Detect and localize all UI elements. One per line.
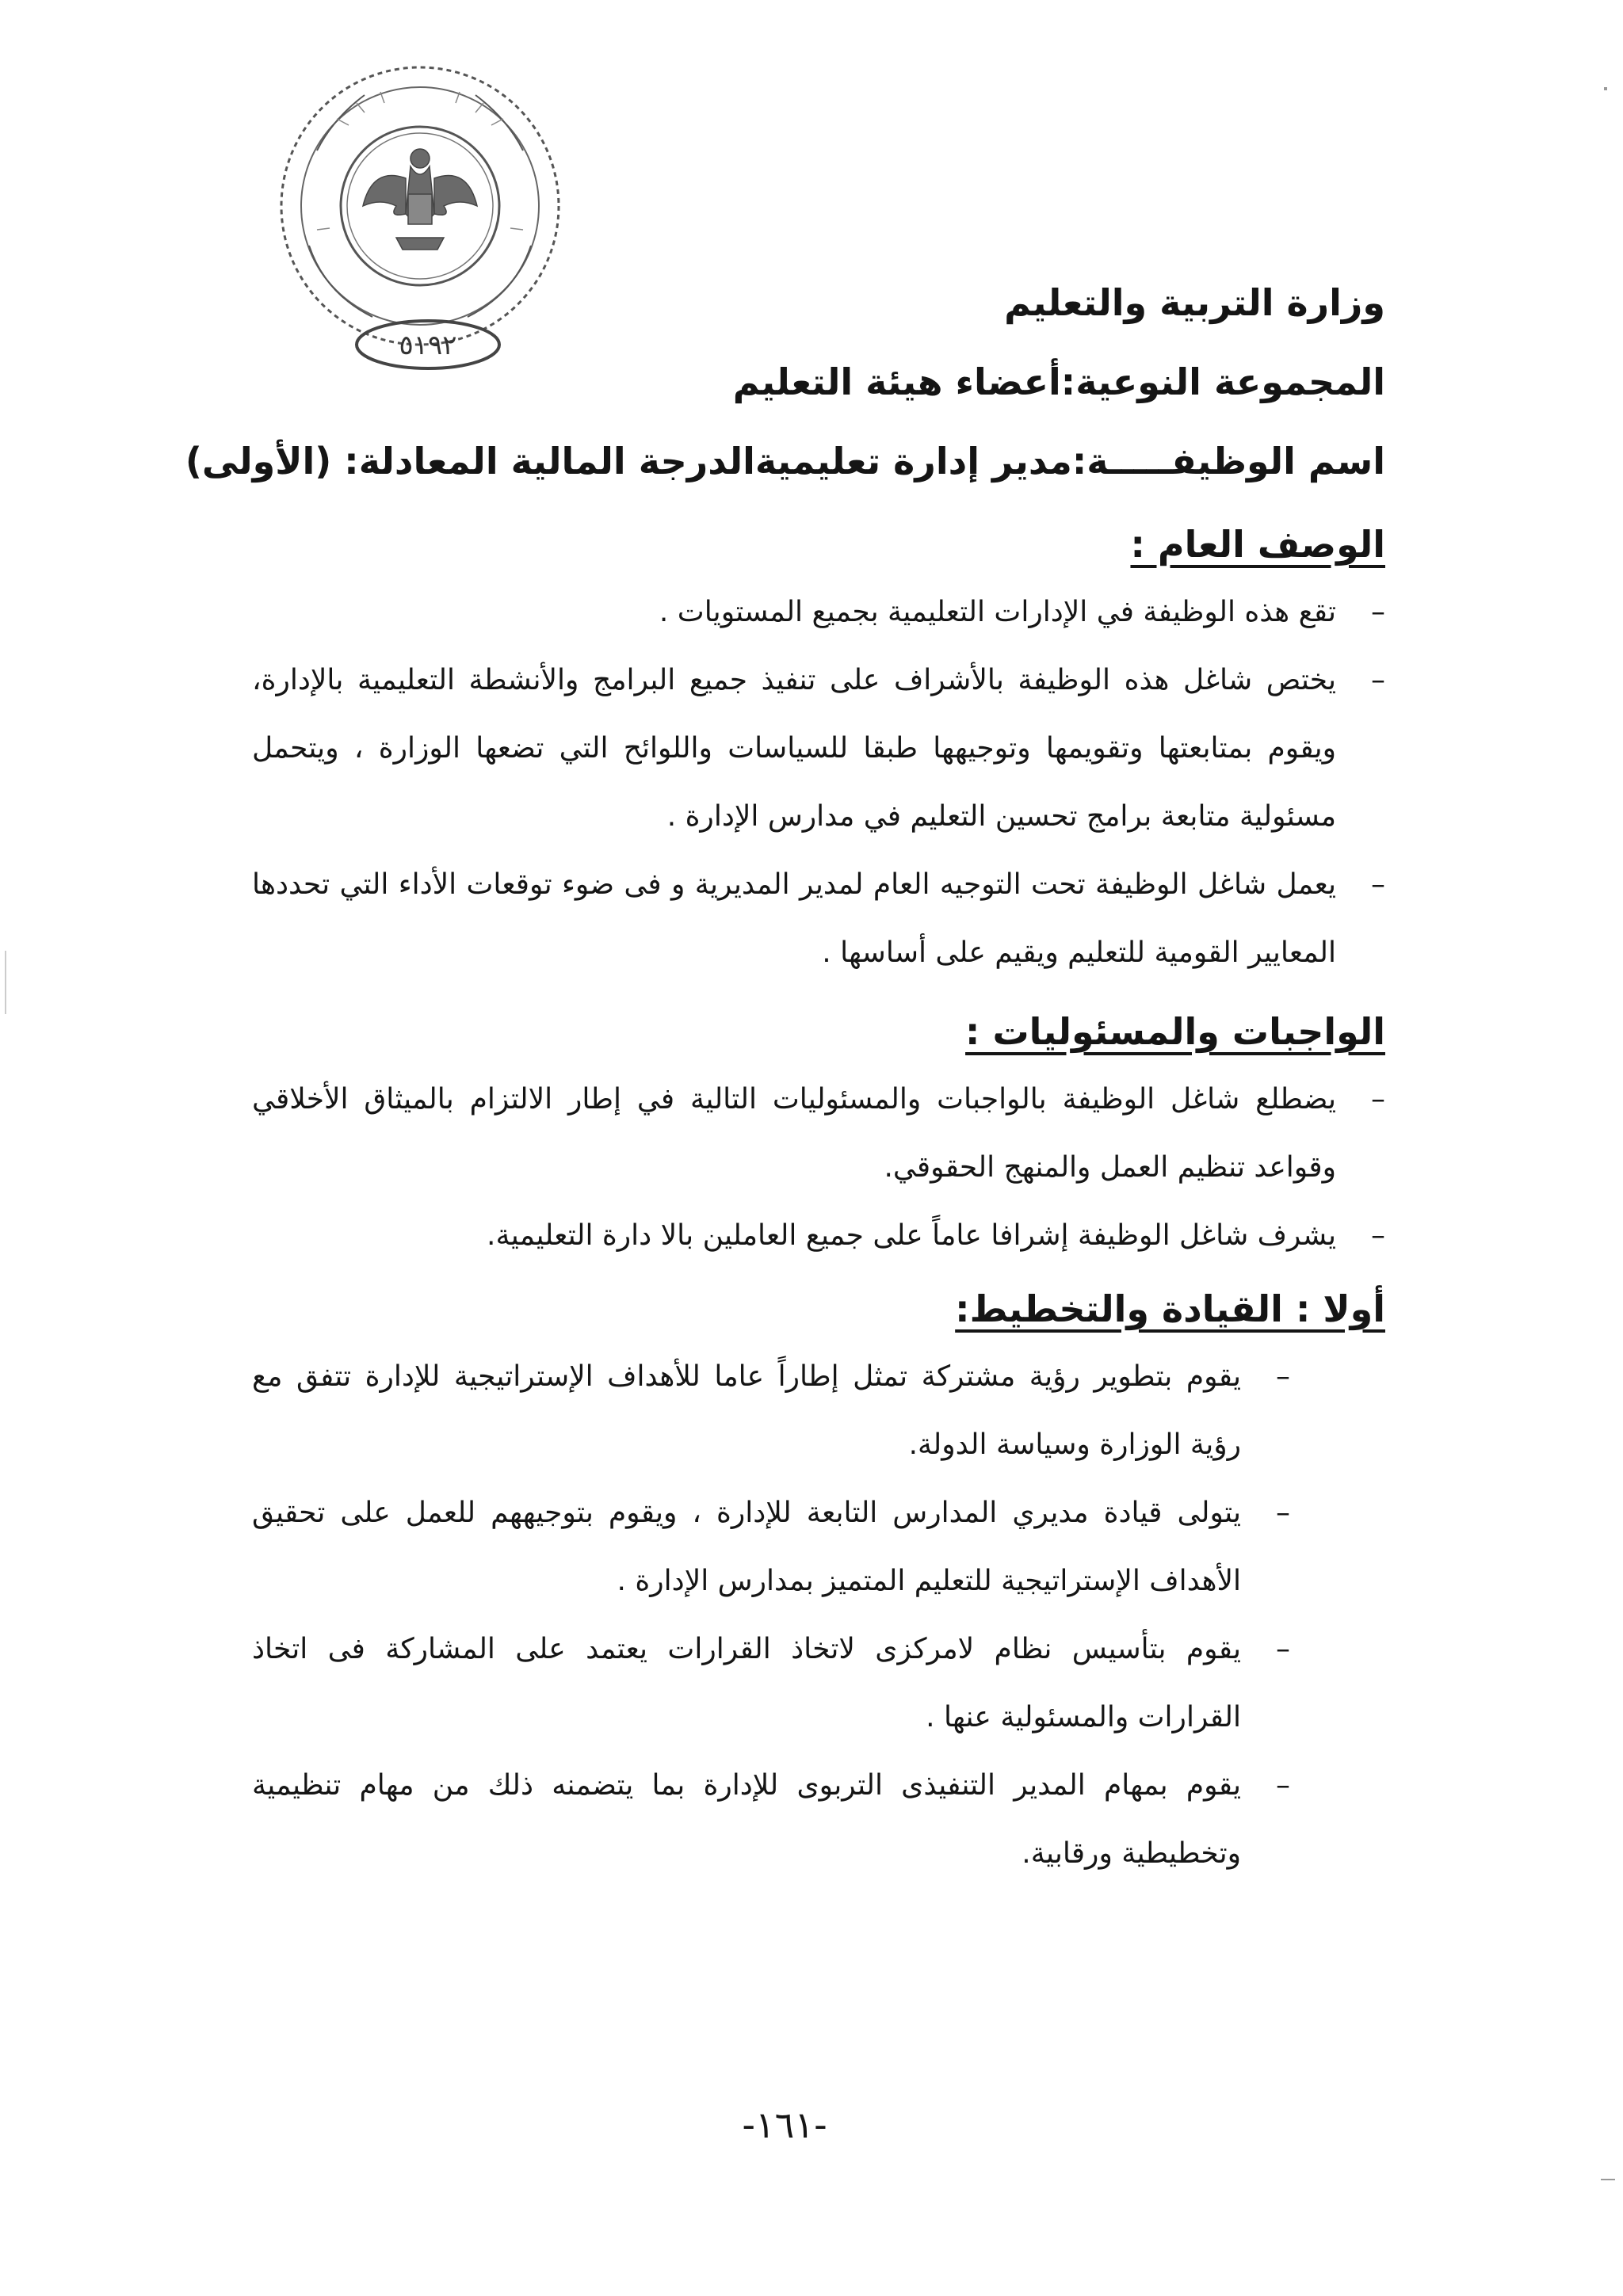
scan-mark [5,951,6,1014]
bullet-dash: – [1371,1219,1385,1252]
list-item: – يقوم بتأسيس نظام لامركزى لاتخاذ القرارات يعتمد على المشاركة فى اتخاذ القرارات والمسئولية عنها . [252,1615,1290,1752]
section-title-leadership-planning: أولا : القيادة والتخطيط: [955,1287,1385,1330]
page-number: -١٦١- [742,2103,827,2146]
scan-mark [1604,87,1607,90]
section-title-duties: الواجبات والمسئوليات : [965,1010,1385,1053]
bullet-dash: – [1276,1497,1290,1529]
list-item: – تقع هذه الوظيفة في الإدارات التعليمية بجميع المستويات . [252,578,1385,646]
general-description-list [252,578,1385,987]
list-item: – يتولى قيادة مديري المدارس التابعة للإدارة ، ويقوم بتوجيههم للعمل على تحقيق الأهداف الإستراتيجية للتعليم المتميز بمدارس الإدارة . [252,1479,1290,1615]
leadership-list [252,1343,1290,1888]
list-item: – يقوم بمهام المدير التنفيذى التربوى للإدارة بما يتضمنه ذلك من مهام تنظيمية وتخطيطية ورقابية. [252,1752,1290,1888]
stamp-number-icon [349,313,507,376]
list-item: – يقوم بتطوير رؤية مشتركة تمثل إطاراً عاما للأهداف الإستراتيجية للإدارة تتفق مع رؤية الوزارة وسياسة الدولة. [252,1343,1290,1479]
bullet-dash: – [1276,1633,1290,1665]
bullet-dash: – [1371,596,1385,628]
job-title-row [185,440,1385,482]
bullet-dash: – [1276,1360,1290,1393]
scan-mark [1601,2179,1615,2180]
duties-list [252,1066,1385,1270]
bullet-dash: – [1276,1769,1290,1802]
section-title-general-description: الوصف العام : [1130,523,1385,566]
bullet-dash: – [1371,1083,1385,1116]
bullet-dash: – [1371,664,1385,696]
financial-grade: الدرجة المالية المعادلة: (الأولى) [185,440,755,482]
list-item: – يختص شاغل هذه الوظيفة بالأشراف على تنفيذ جميع البرامج والأنشطة التعليمية بالإدارة، ويقوم بمتابعتها وتقويمها وتوجيهها طبقا للسياسات واللوائح التي تضعها الوزارة ، ويتحمل مسئولية متابعة برامج تحسين التعليم في مدارس الإدارة . [252,646,1385,851]
ministry-title: وزارة التربية والتعليم [1004,281,1385,324]
bullet-dash: – [1371,868,1385,901]
stamp-number: ٥١٩٢ [399,330,457,361]
job-group: المجموعة النوعية:أعضاء هيئة التعليم [732,360,1385,403]
list-item: – يعمل شاغل الوظيفة تحت التوجيه العام لمدير المديرية و فى ضوء توقعات الأداء التي تحددها المعايير القومية للتعليم ويقيم على أساسها . [252,851,1385,987]
job-title: اسم الوظيفـــــة:مدير إدارة تعليمية [754,440,1385,482]
list-item: – يضطلع شاغل الوظيفة بالواجبات والمسئوليات التالية في إطار الالتزام بالميثاق الأخلاقي وقواعد تنظيم العمل والمنهج الحقوقي. [252,1066,1385,1202]
list-item: – يشرف شاغل الوظيفة إشرافا عاماً على جميع العاملين بالا دارة التعليمية. [252,1202,1385,1270]
